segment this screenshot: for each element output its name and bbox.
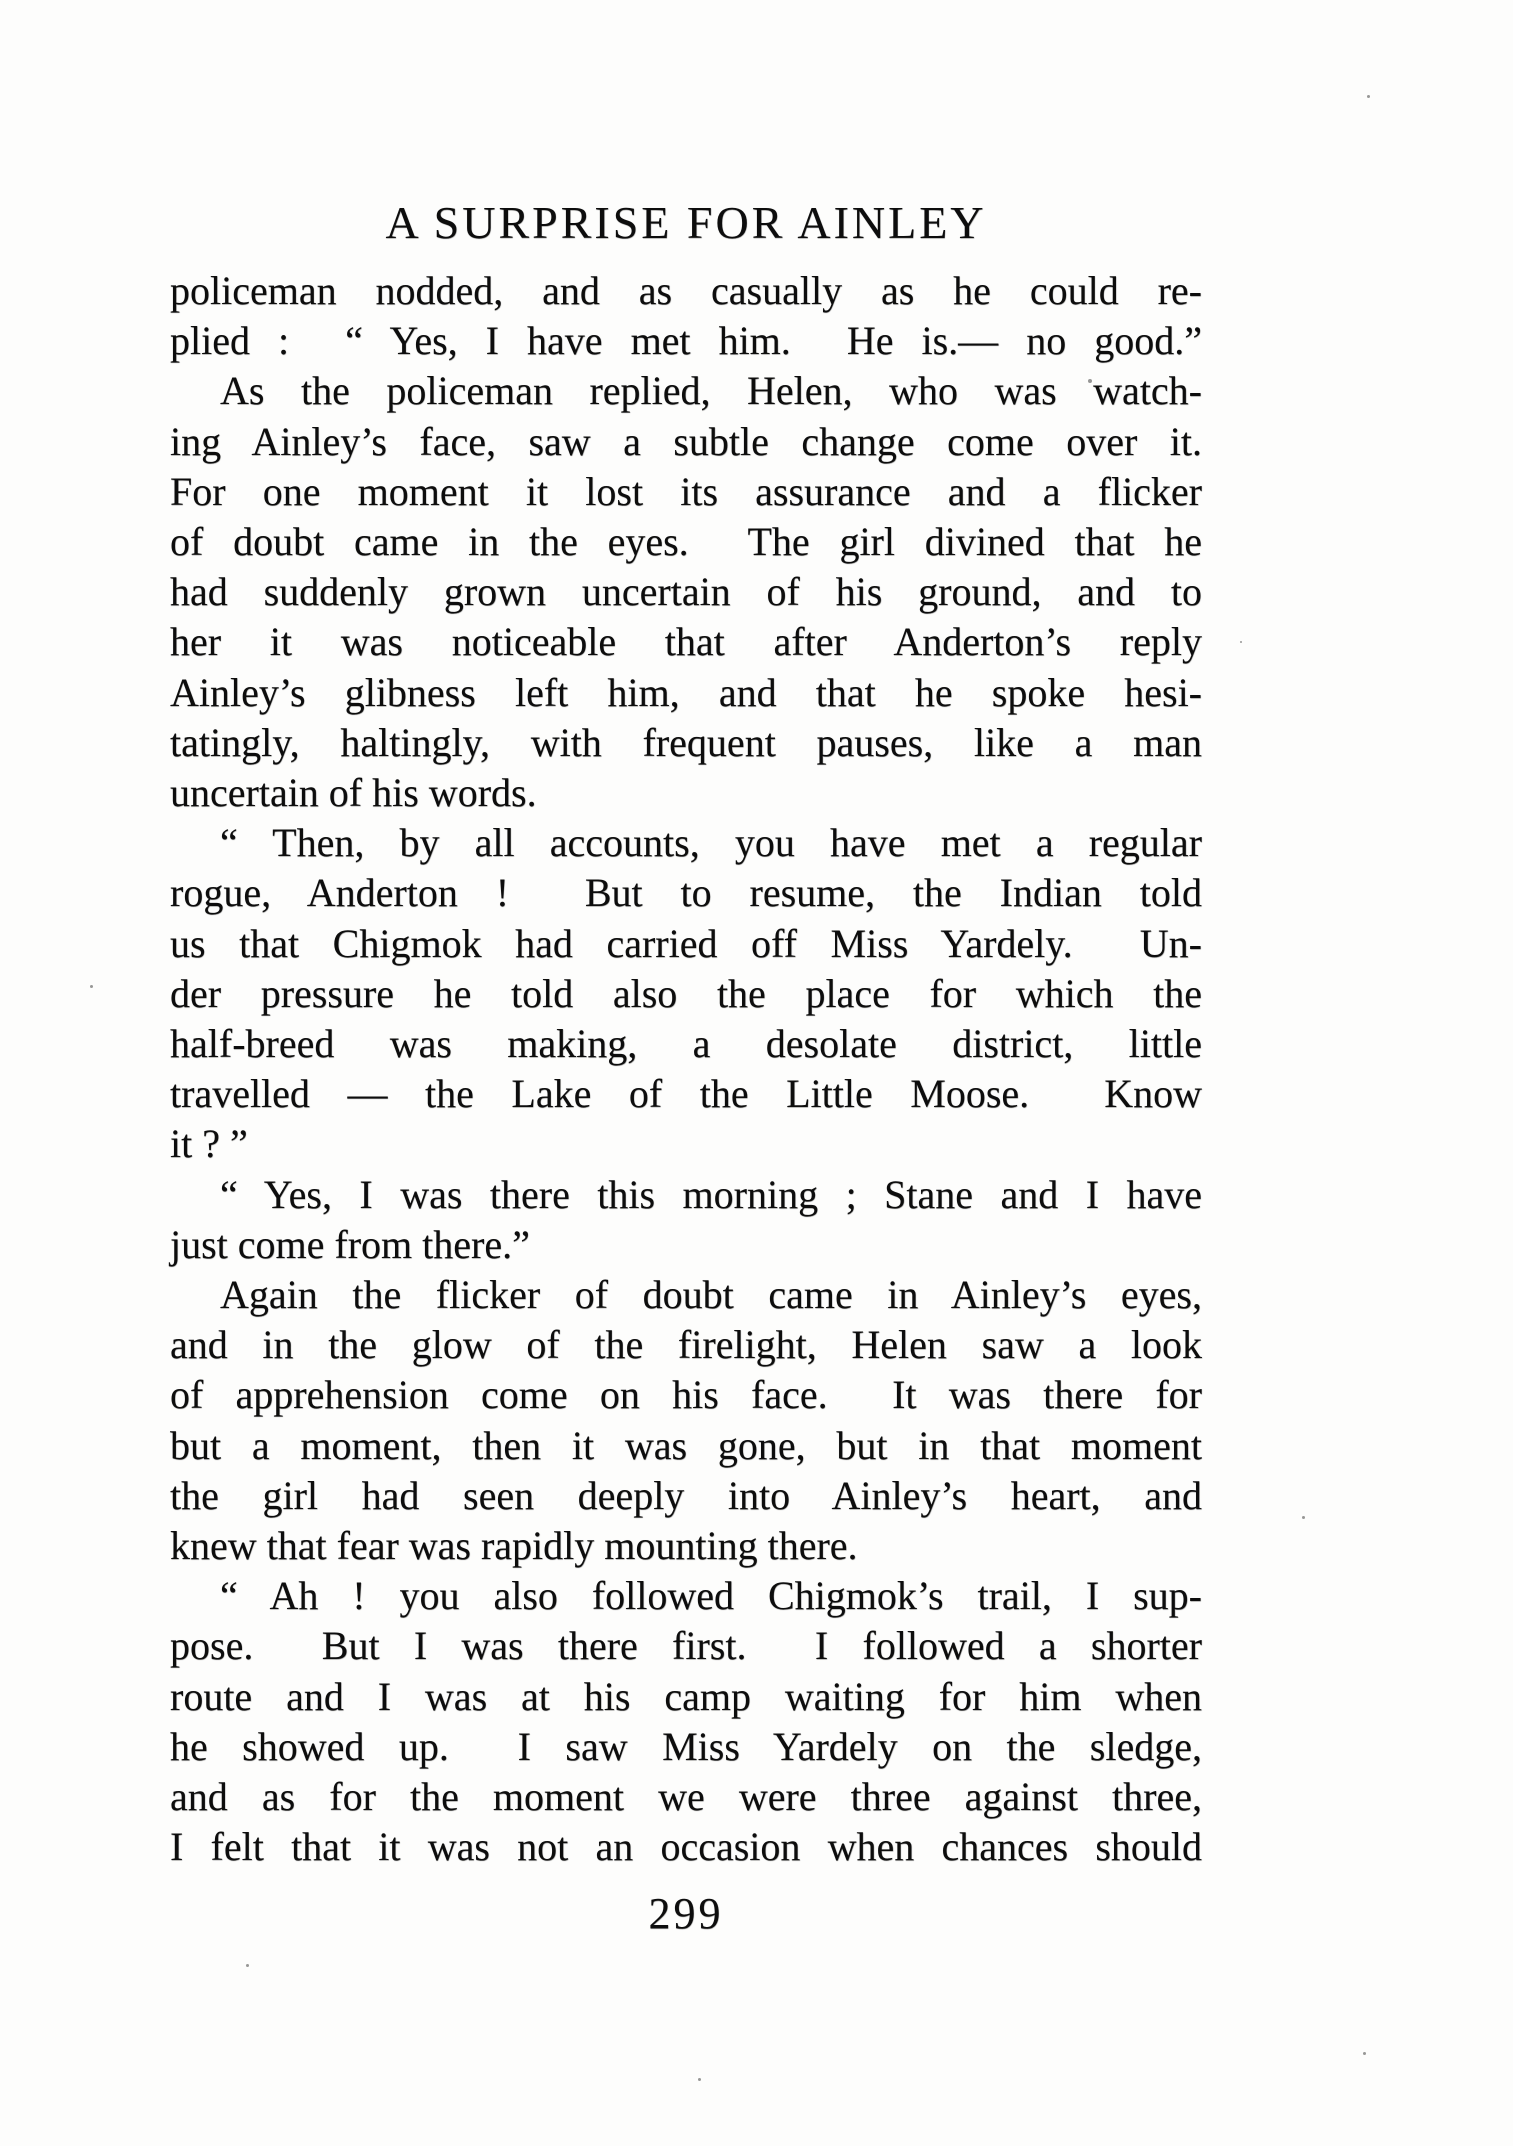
scan-speck xyxy=(1240,641,1242,643)
text-line: “ Yes, I was there this morning ; Stane and I have xyxy=(220,1171,1202,1217)
text-line: the girl had seen deeply into Ainley’s heart, and xyxy=(170,1472,1202,1518)
scan-speck xyxy=(698,2078,701,2081)
text-line: had suddenly grown uncertain of his ground, and to xyxy=(170,569,1202,615)
text-line: knew that fear was rapidly mounting there. xyxy=(170,1523,858,1569)
scan-speck xyxy=(1363,2052,1366,2055)
text-line: pose. But I was there first. I followed a shorter xyxy=(170,1623,1202,1669)
text-line: half-breed was making, a desolate district, little xyxy=(170,1021,1202,1067)
text-line: just come from there.” xyxy=(170,1221,530,1267)
text-line: it ? ” xyxy=(170,1121,248,1167)
text-line: of apprehension come on his face. It was there for xyxy=(170,1372,1202,1418)
text-line: As the policeman replied, Helen, who was watch- xyxy=(220,368,1202,414)
text-line: plied : “ Yes, I have met him. He is.— no good.” xyxy=(170,318,1202,364)
text-line: uncertain of his words. xyxy=(170,770,537,816)
text-line: and as for the moment we were three against three, xyxy=(170,1774,1202,1820)
page-number: 299 xyxy=(648,1889,724,1938)
text-line: ing Ainley’s face, saw a subtle change come over it. xyxy=(170,418,1202,464)
text-line: route and I was at his camp waiting for him when xyxy=(170,1673,1202,1719)
scan-speck xyxy=(1088,379,1092,383)
text-line: Ainley’s glibness left him, and that he spoke hesi- xyxy=(170,669,1202,715)
scan-speck xyxy=(1367,95,1370,98)
scan-speck xyxy=(90,985,93,988)
text-line: For one moment it lost its assurance and a flicker xyxy=(170,468,1202,514)
text-line: I felt that it was not an occasion when chances should xyxy=(170,1824,1202,1870)
text-line: “ Then, by all accounts, you have met a regular xyxy=(220,820,1202,866)
text-line: but a moment, then it was gone, but in that moment xyxy=(170,1422,1202,1468)
text-line: and in the glow of the firelight, Helen saw a look xyxy=(170,1322,1202,1368)
text-line: travelled — the Lake of the Little Moose. Know xyxy=(170,1071,1202,1117)
text-line: der pressure he told also the place for which the xyxy=(170,970,1202,1016)
text-line: us that Chigmok had carried off Miss Yardely. Un- xyxy=(170,920,1202,966)
text-line: Again the flicker of doubt came in Ainley’s eyes, xyxy=(220,1272,1202,1318)
text-line: tatingly, haltingly, with frequent pauses, like a man xyxy=(170,719,1202,765)
scan-speck xyxy=(246,1964,249,1967)
text-line: “ Ah ! you also followed Chigmok’s trail, I sup- xyxy=(220,1573,1202,1619)
text-line: he showed up. I saw Miss Yardely on the sledge, xyxy=(170,1723,1202,1769)
page-header: A SURPRISE FOR AINLEY xyxy=(385,197,987,248)
page-text xyxy=(170,266,1202,1873)
text-line: of doubt came in the eyes. The girl divined that he xyxy=(170,519,1202,565)
text-line: her it was noticeable that after Anderton’s reply xyxy=(170,619,1202,665)
text-line: rogue, Anderton ! But to resume, the Indian told xyxy=(170,870,1202,916)
text-line: policeman nodded, and as casually as he could re- xyxy=(170,268,1202,313)
scan-speck xyxy=(1302,1516,1305,1519)
